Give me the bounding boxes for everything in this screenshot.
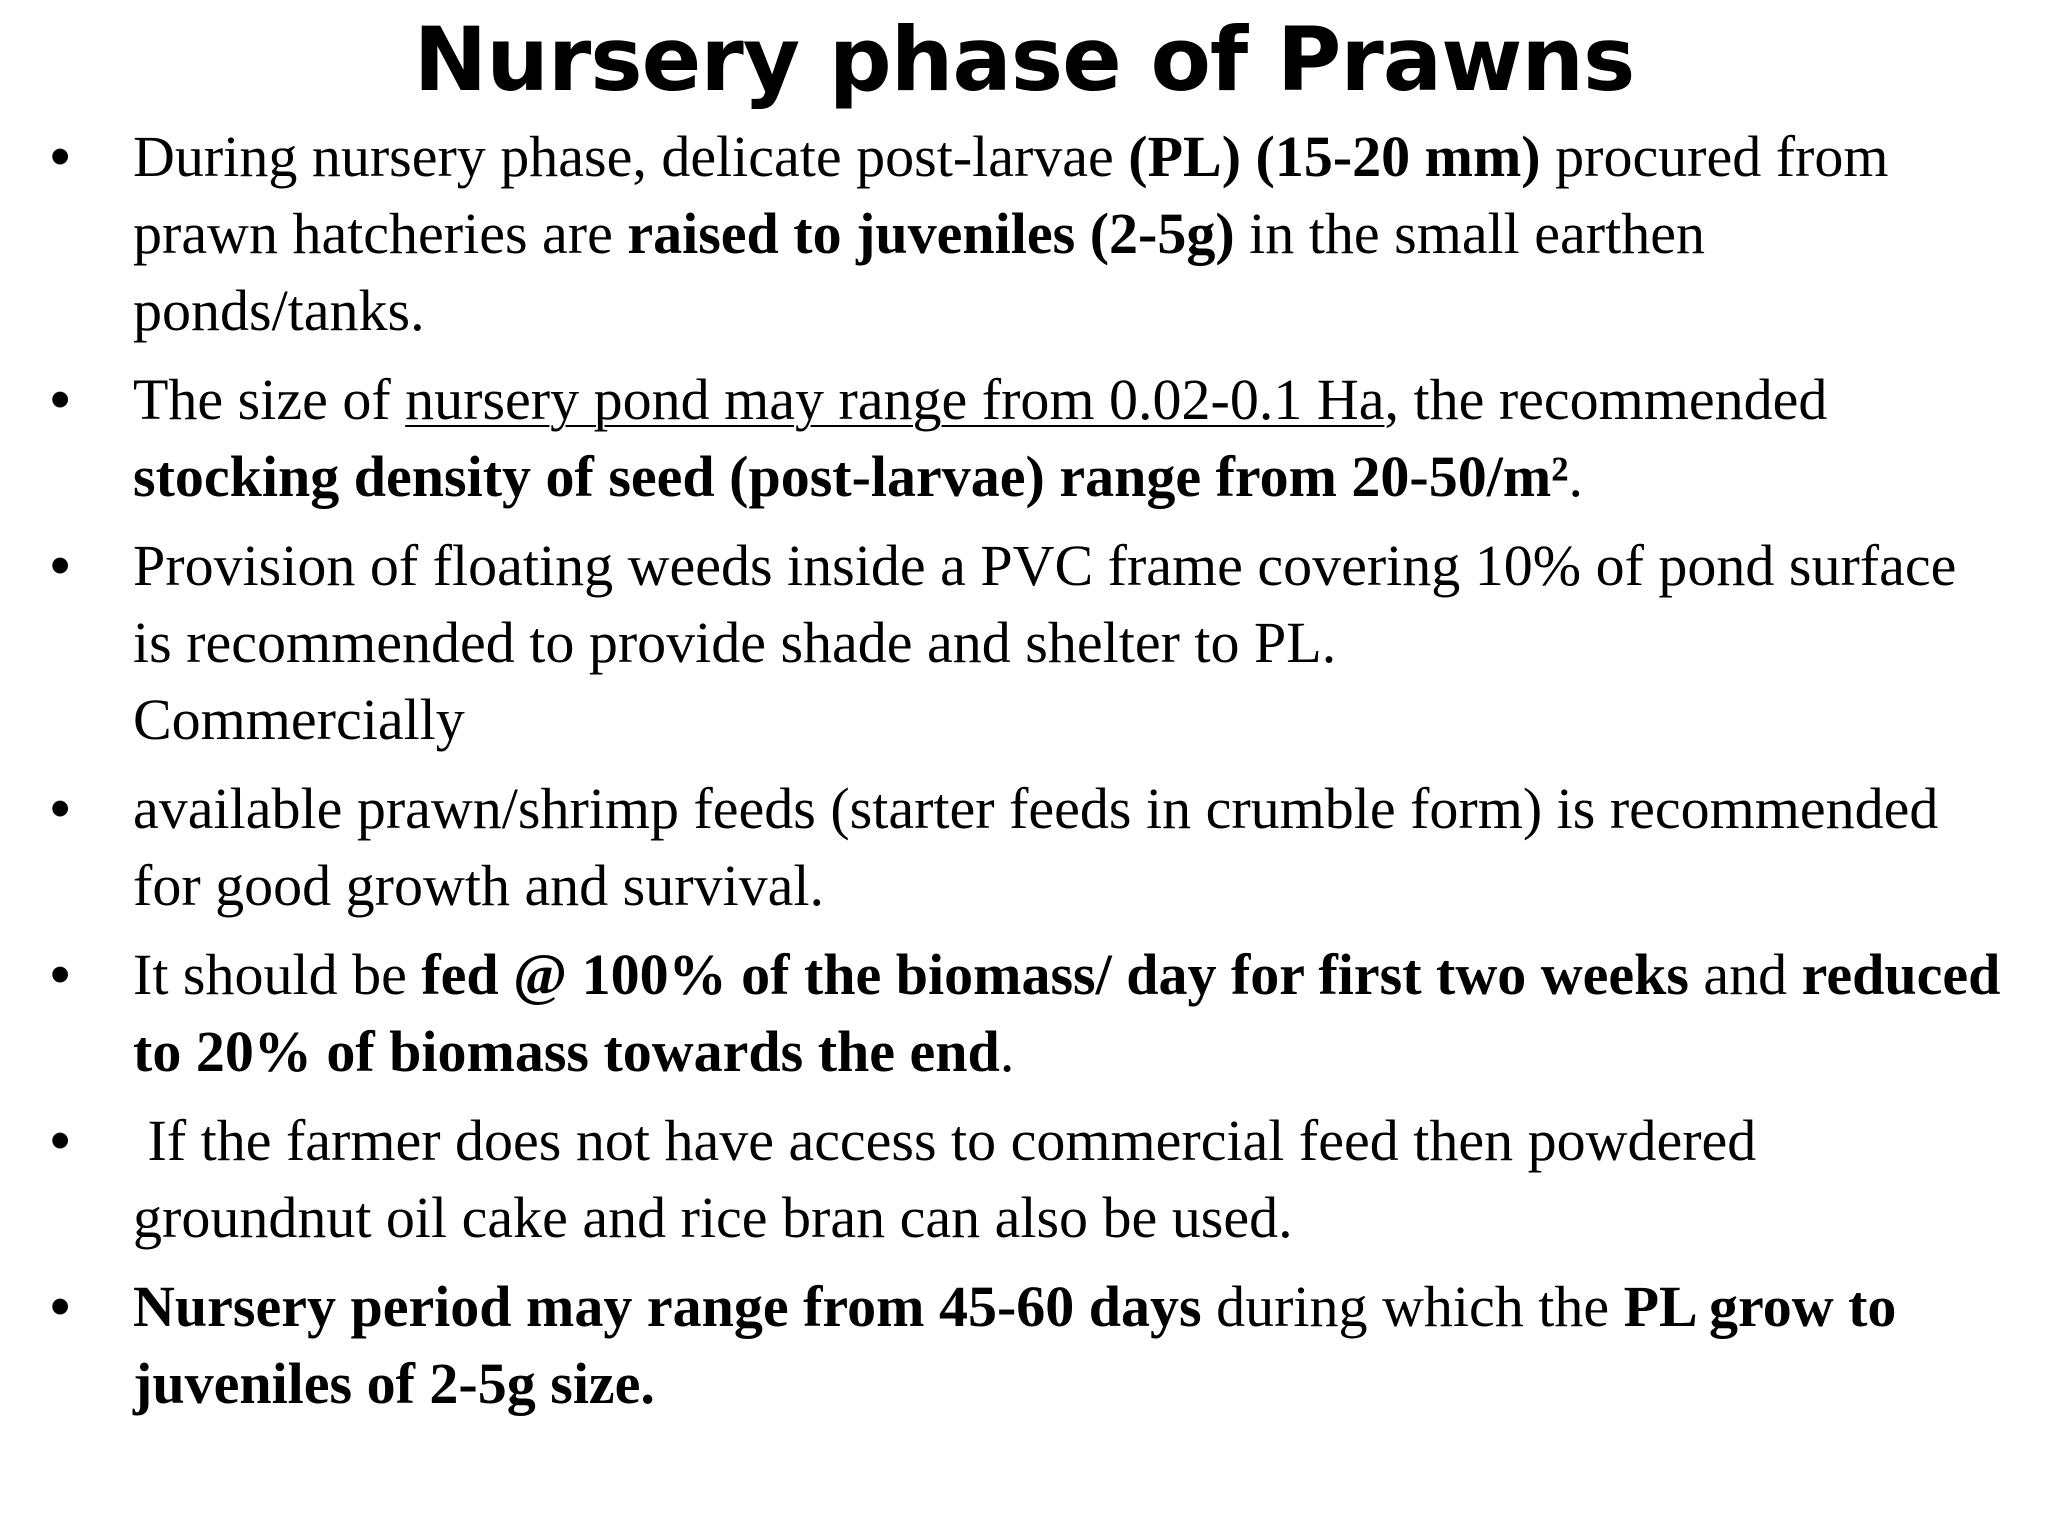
- bullet-text-segment: in the small earthen ponds/tanks.: [133, 201, 1705, 343]
- bullet-text-segment: raised to juveniles (2-5g): [627, 201, 1235, 266]
- bullet-text-segment: stocking density of seed (post-larvae) range from 20-50/m²: [133, 444, 1569, 509]
- bullet-text-segment: .: [999, 1019, 1015, 1084]
- bullet-text-segment: reduced to 20% of biomass towards the end: [133, 942, 2001, 1084]
- bullet-dot-icon: •: [50, 776, 71, 841]
- bullet-dot-icon: •: [50, 942, 71, 1007]
- bullet-text-segment: .: [1568, 444, 1584, 509]
- bullet-item: [0, 936, 2048, 1090]
- bullet-text-segment: It should be: [133, 942, 422, 1007]
- bullet-text-segment: Nursery period may range from 45-60 days: [133, 1274, 1202, 1339]
- bullet-text-segment: If the farmer does not have access to commercial feed then powdered groundnut oil cake and rice bran can also be used.: [133, 1108, 1771, 1250]
- bullet-text-segment: Provision of floating weeds inside a PVC frame covering 10% of pond surface is recommended to provide shade and shelter to PL.: [133, 533, 1957, 675]
- bullet-dot-icon: •: [50, 124, 71, 189]
- bullet-dot-icon: •: [50, 1108, 71, 1173]
- bullet-item: [0, 1268, 2048, 1422]
- bullet-text-segment: (PL) (15-20 mm): [1128, 124, 1541, 189]
- bullet-item: [0, 527, 2048, 758]
- bullet-item: [0, 1102, 2048, 1256]
- bullet-text-segment: PL grow to juveniles of 2-5g size.: [133, 1274, 1897, 1416]
- bullet-text-segment: fed @ 100% of the biomass/ day for first two weeks: [421, 942, 1689, 1007]
- bullet-text-segment: procured from prawn hatcheries are: [133, 124, 1889, 266]
- bullet-text-segment: nursery pond may range from 0.02-0.1 Ha: [405, 367, 1385, 432]
- slide-title: Nursery phase of Prawns: [413, 8, 1635, 111]
- bullet-text-segment: Commercially: [133, 687, 465, 752]
- bullet-text-segment: , the recommended: [1384, 367, 1828, 432]
- bullet-dot-icon: •: [50, 367, 71, 432]
- bullet-text-segment: and: [1688, 942, 1802, 1007]
- bullet-text-segment: during which the: [1201, 1274, 1624, 1339]
- bullet-item: [0, 361, 2048, 515]
- bullet-text-segment: During nursery phase, delicate post-larvae: [133, 124, 1129, 189]
- bullet-item: [0, 770, 2048, 924]
- bullet-text-segment: available prawn/shrimp feeds (starter feeds in crumble form) is recommended for good growth and survival.: [133, 776, 1939, 918]
- bullet-text-segment: The size of: [133, 367, 406, 432]
- bullet-item: [0, 118, 2048, 349]
- bullet-list: [0, 118, 2048, 1434]
- bullet-dot-icon: •: [50, 533, 71, 598]
- bullet-dot-icon: •: [50, 1274, 71, 1339]
